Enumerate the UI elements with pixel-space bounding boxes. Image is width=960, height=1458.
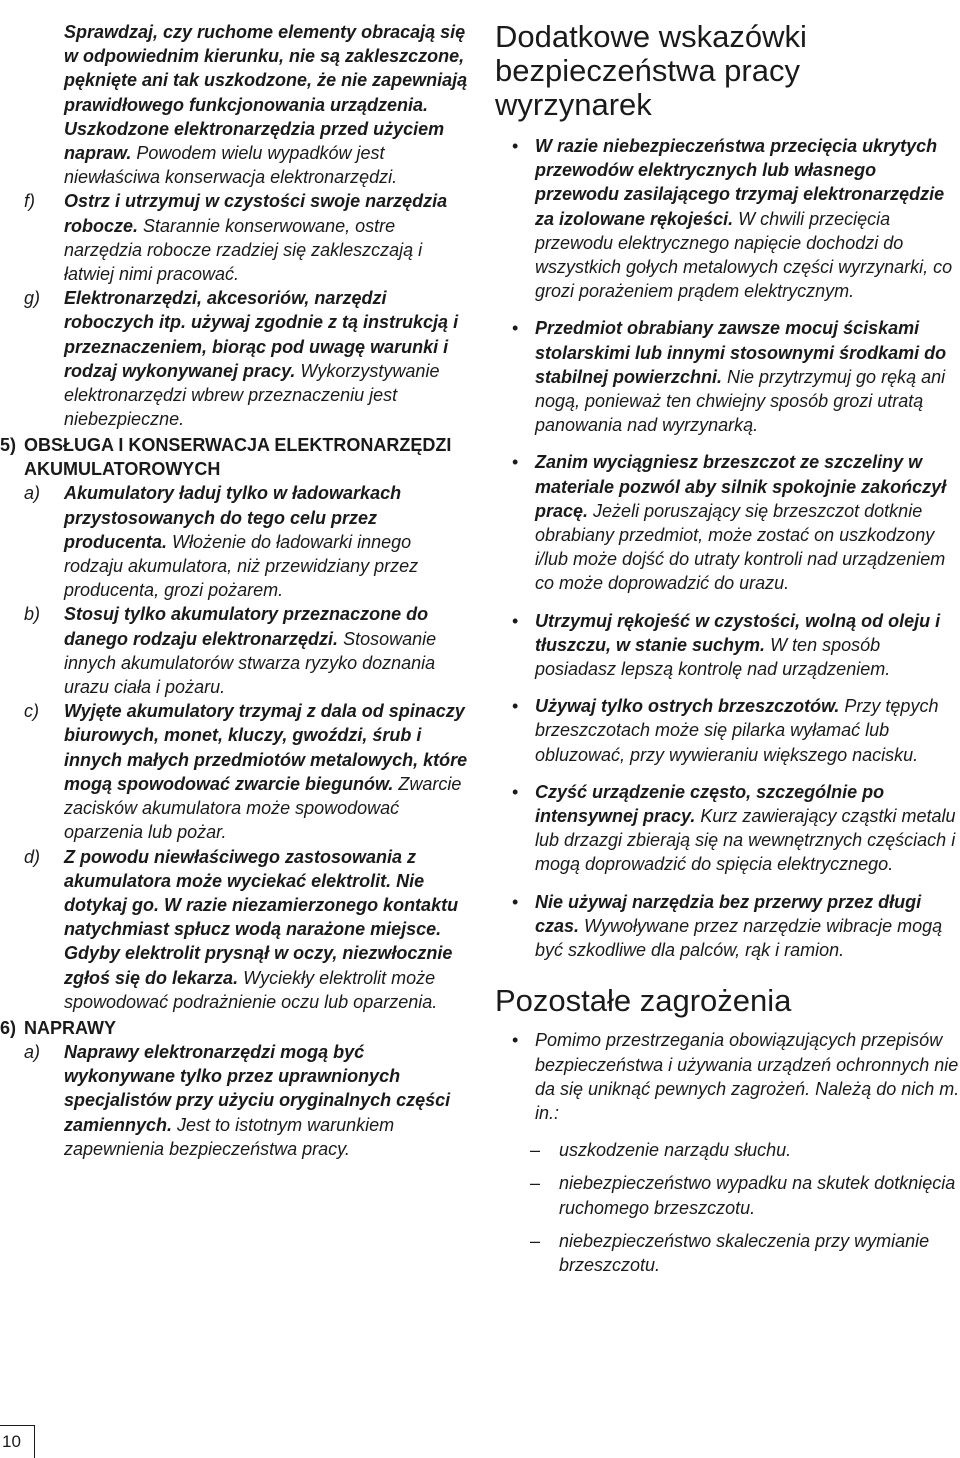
- section-title: OBSŁUGA I KONSERWACJA ELEKTRONARZĘDZI AKUMULATOROWYCH: [24, 435, 452, 480]
- normal-text: uszkodzenie narządu słuchu.: [559, 1140, 792, 1161]
- normal-text: Starannie konserwowane, ostre narzędzia robocze rzadziej się zakleszczają i łatwiej nimi pracować.: [64, 215, 423, 285]
- bold-text: Nie używaj narzędzia bez przerwy przez długi czas.: [535, 891, 922, 936]
- bold-text: Zanim wyciągniesz brzeszczot ze szczeliny w materiale pozwól aby silnik spokojnie zakończył pracę.: [535, 452, 947, 521]
- normal-text: Wywoływane przez narzędzie wibracje mogą być szkodliwe dla palców, rąk i ramion.: [535, 915, 943, 961]
- bullet-icon: •: [512, 891, 519, 912]
- bullet-icon: •: [512, 610, 519, 631]
- bold-text: Sprawdzaj, czy ruchome elementy obracają się w odpowiednim kierunku, nie są zakleszczone, pęknięte ani tak uszkodzone, że nie zapewniają prawidłowego funkcjonowania urządzenia. Uszkodzone elektronarzędzia przed użyciem napraw.: [64, 22, 468, 164]
- normal-text: Kurz zawierający cząstki metalu lub drzazgi zbierają się na wewnętrznych częściach i mogą doprowadzić do spięcia elektrycznego.: [535, 806, 956, 875]
- heading-residual-risks: Pozostałe zagrożenia: [495, 983, 792, 1019]
- item-label: a): [24, 483, 41, 504]
- item-6a: [0, 1040, 470, 1161]
- normal-text: niebezpieczeństwo skaleczenia przy wymianie brzeszczotu.: [559, 1230, 930, 1275]
- section-number: 5): [0, 435, 17, 456]
- item-5b: [0, 602, 470, 699]
- normal-text: W ten sposób posiadasz lepszą kontrolę nad urządzeniem.: [535, 634, 891, 680]
- item-f: [0, 189, 470, 286]
- section-5-heading: [0, 433, 470, 481]
- normal-text: Wykorzystywanie elektronarzędzi wbrew przeznaczeniu jest niebezpieczne.: [64, 360, 440, 430]
- section-number: 6): [0, 1017, 17, 1038]
- normal-text: W chwili przecięcia przewodu elektrycznego napięcie dochodzi do wszystkich gołych metalowych części wyrzynarki, co grozi porażeniem prądem elektrycznym.: [535, 208, 953, 302]
- residual-dash-list: [495, 1138, 960, 1277]
- bullet-icon: •: [512, 696, 519, 717]
- list-item: [495, 890, 960, 963]
- right-column: [495, 20, 960, 1286]
- list-item: [495, 1171, 960, 1219]
- normal-text: Powodem wielu wypadków jest niewłaściwa konserwacja elektronarzędzi.: [64, 143, 398, 188]
- normal-text: Przy tępych brzeszczotach może się pilarka wyłamać lub obluzować, przy wywieraniu większego nacisku.: [535, 696, 939, 765]
- bold-text: Z powodu niewłaściwego zastosowania z akumulatora może wyciekać elektrolit. Nie dotykaj go. W razie niezamierzonego kontaktu natychmiast spłucz wodą narażone miejsce. Gdyby elektrolit prysnął w oczy, niezwłocznie zgłoś się do lekarza.: [64, 846, 459, 988]
- list-item: [495, 694, 960, 767]
- list-item: [495, 1138, 960, 1162]
- bold-text: Akumulatory ładuj tylko w ładowarkach przystosowanych do tego celu przez producenta.: [64, 483, 402, 552]
- list-item: [495, 450, 960, 595]
- normal-text: Jeżeli poruszający się brzeszczot dotknie obrabiany przedmiot, może zostać on uszkodzony i/lub może dojść do utraty kontroli nad urządzeniem co może doprowadzić do urazu.: [535, 500, 946, 594]
- paragraph-e-continuation: [0, 20, 470, 189]
- normal-text: Pomimo przestrzegania obowiązujących przepisów bezpieczeństwa i używania urządzeń ochronnych nie da się uniknąć pewnych zagrożeń. Należą do nich m. in.:: [535, 1030, 960, 1123]
- normal-text: Zwarcie zacisków akumulatora może spowodować oparzenia lub pożar.: [64, 773, 462, 843]
- bold-text: Czyść urządzenie często, szczególnie po intensywnej pracy.: [535, 781, 885, 827]
- item-label: a): [24, 1041, 41, 1062]
- item-5a: [0, 481, 470, 602]
- bold-text: Utrzymuj rękojeść w czystości, wolną od oleju i tłuszczu, w stanie suchym.: [535, 610, 941, 655]
- item-label: f): [24, 191, 35, 212]
- bold-text: Stosuj tylko akumulatory przeznaczone do danego rodzaju elektronarzędzi.: [64, 604, 429, 649]
- dash-icon: –: [530, 1230, 541, 1251]
- bullet-icon: •: [512, 136, 519, 156]
- left-column: [0, 20, 470, 1161]
- bold-text: Ostrz i utrzymuj w czystości swoje narzędzia robocze.: [64, 191, 448, 236]
- bullet-icon: •: [512, 318, 519, 339]
- bullet-icon: •: [512, 452, 519, 473]
- normal-text: Włożenie do ładowarki innego rodzaju akumulatora, niż przewidziany przez producenta, grozi pożarem.: [64, 531, 419, 601]
- bold-text: Przedmiot obrabiany zawsze mocuj ściskami stolarskimi lub innymi stosownymi środkami do stabilnej powierzchni.: [535, 318, 947, 387]
- list-item: [495, 780, 960, 877]
- list-item: [495, 134, 960, 303]
- bullet-icon: •: [512, 781, 519, 802]
- residual-intro: [495, 1028, 960, 1125]
- page-number: 10: [0, 1425, 35, 1458]
- bold-text: Wyjęte akumulatory trzymaj z dala od spinaczy biurowych, monet, kluczy, gwoździ, śrub i innych małych przedmiotów metalowych, które mogą spowodować zwarcie biegunów.: [64, 701, 468, 794]
- normal-text: Stosowanie innych akumulatorów stwarza ryzyko doznania urazu ciała i pożaru.: [64, 628, 437, 698]
- item-label: d): [24, 846, 41, 867]
- normal-text: niebezpieczeństwo wypadku na skutek dotknięcia ruchomego brzeszczotu.: [559, 1173, 956, 1218]
- dash-icon: –: [530, 1173, 541, 1194]
- dash-icon: –: [530, 1140, 541, 1161]
- bold-text: Elektronarzędzi, akcesoriów, narzędzi roboczych itp. używaj zgodnie z tą instrukcją i przeznaczeniem, biorąc pod uwagę warunki i rodzaj wykonywanej pracy.: [64, 288, 459, 381]
- normal-text: Jest to istotnym warunkiem zapewnienia bezpieczeństwa pracy.: [64, 1114, 395, 1159]
- bold-text: Naprawy elektronarzędzi mogą być wykonywane tylko przez uprawnionych specjalistów przy użyciu oryginalnych części zamiennych.: [64, 1041, 451, 1135]
- section-title: NAPRAWY: [24, 1017, 117, 1038]
- item-5d: [0, 845, 470, 1014]
- safety-bullet-list: [495, 134, 960, 962]
- item-label: c): [24, 701, 39, 722]
- heading-additional-safety: Dodatkowe wskazówki bezpieczeństwa pracy wyrzynarek: [495, 19, 807, 122]
- normal-text: Nie przytrzymuj go ręką ani nogą, ponieważ ten chwiejny sposób grozi utratą panowania nad wyrzynarką.: [535, 366, 946, 436]
- list-item: [495, 316, 960, 437]
- bullet-icon: •: [512, 1030, 519, 1051]
- item-g: [0, 286, 470, 431]
- item-label: b): [24, 604, 41, 625]
- list-item: [495, 609, 960, 682]
- bold-text: W razie niebezpieczeństwa przecięcia ukrytych przewodów elektrycznych lub własnego przewodu zasilającego trzymaj elektronarzędzie za izolowane rękojeści.: [535, 136, 945, 229]
- section-6-heading: [0, 1016, 470, 1040]
- list-item: [495, 1229, 960, 1277]
- bold-text: Używaj tylko ostrych brzeszczotów.: [535, 696, 840, 717]
- item-5c: [0, 699, 470, 844]
- normal-text: Wyciekły elektrolit może spowodować podrażnienie oczu lub oparzenia.: [64, 967, 438, 1012]
- item-label: g): [24, 288, 41, 309]
